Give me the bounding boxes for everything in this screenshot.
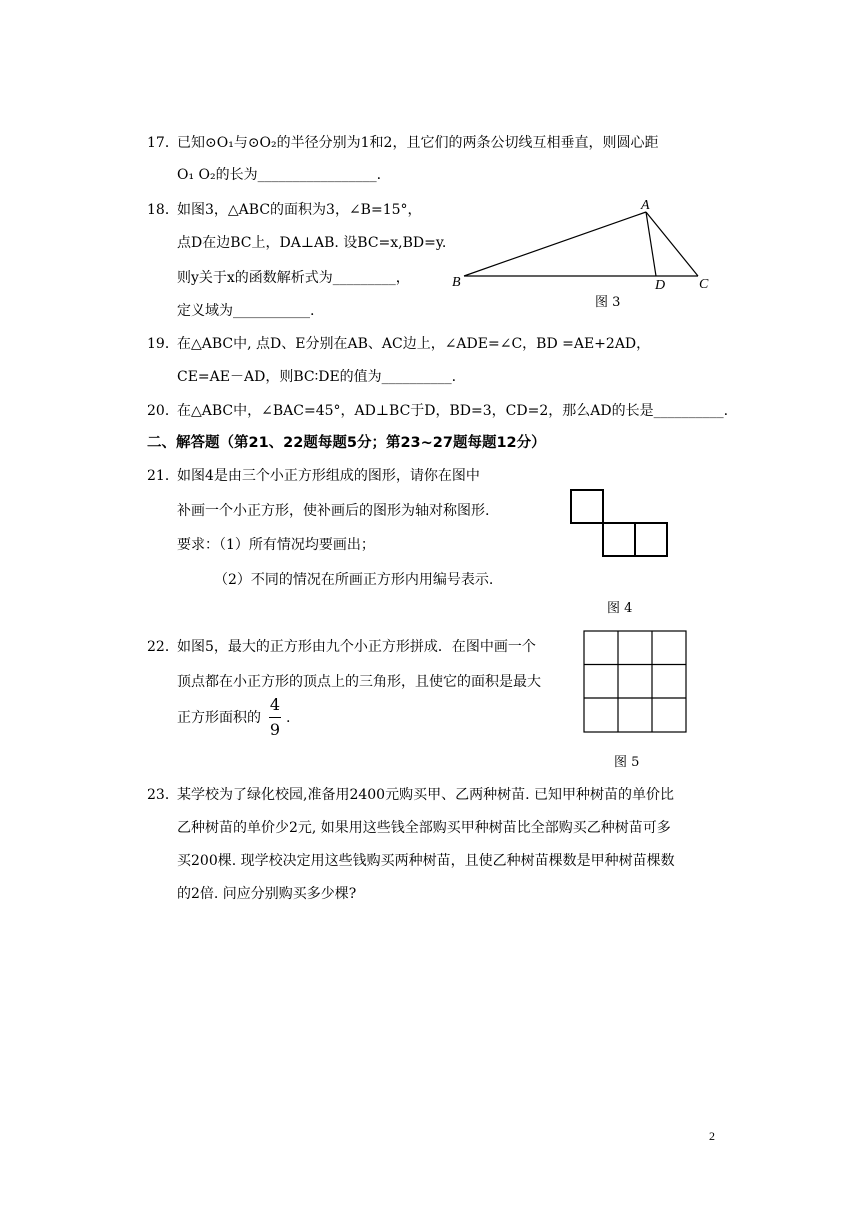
q21-line4: （2）不同的情况在所画正方形内用编号表示.: [214, 572, 494, 588]
q22-line2: 顶点都在小正方形的顶点上的三角形，且使它的面积是最大: [177, 674, 541, 690]
q17-number: 17．: [147, 135, 179, 151]
vertex-label-a: A: [641, 198, 650, 213]
q23-line4: 的2倍. 问应分别购买多少棵?: [177, 886, 357, 902]
q21-number: 21．: [147, 468, 179, 484]
figure-3-caption: 图 3: [595, 295, 621, 310]
page-number: 2: [709, 1129, 715, 1143]
q19-line1: 在△ABC中, 点D、E分别在AB、AC边上，∠ADE=∠C，BD =AE+2AD，: [177, 336, 651, 352]
q22-line3-suffix: .: [286, 710, 291, 726]
q19-line2: CE=AE－AD，则BC∶DE的值为__________.: [177, 369, 457, 385]
q17-line1: 已知⊙O₁与⊙O₂的半径分别为1和2，且它们的两条公切线互相垂直，则圆心距: [177, 135, 659, 151]
fraction-numerator: 4: [269, 695, 281, 714]
figure-4-squares: [568, 488, 674, 560]
vertex-label-d: D: [655, 278, 666, 293]
q18-line1: 如图3，△ABC的面积为3，∠B=15°，: [177, 202, 422, 218]
q21-line1: 如图4是由三个小正方形组成的图形，请你在图中: [177, 468, 480, 484]
fraction-bar: [269, 717, 281, 718]
vertex-label-b: B: [452, 275, 461, 290]
q22-line3-prefix: 正方形面积的: [177, 710, 261, 726]
q23-number: 23．: [147, 787, 179, 803]
q18-line3: 则y关于x的函数解析式为_________，: [177, 270, 410, 286]
q23-line2: 乙种树苗的单价少2元, 如果用这些钱全部购买甲种树苗比全部购买乙种树苗可多: [177, 820, 671, 836]
q23-line1: 某学校为了绿化校园,准备用2400元购买甲、乙两种树苗. 已知甲种树苗的单价比: [177, 787, 674, 803]
q20-number: 20．: [147, 403, 179, 419]
figure-3-triangle: [448, 196, 718, 296]
q21-line3: 要求：（1）所有情况均要画出；: [177, 537, 375, 553]
q21-line2: 补画一个小正方形，使补画后的图形为轴对称图形.: [177, 503, 490, 519]
section-heading: 二、解答题（第21、22题每题5分；第23~27题每题12分）: [147, 435, 546, 451]
q23-line3: 买200棵. 现学校决定用这些钱购买两种树苗，且使乙种树苗棵数是甲种树苗棵数: [177, 853, 675, 869]
q18-line2: 点D在边BC上，DA⊥AB. 设BC=x,BD=y.: [177, 235, 447, 251]
q22-number: 22．: [147, 639, 179, 655]
q20-line1: 在△ABC中，∠BAC=45°，AD⊥BC于D，BD=3，CD=2，那么AD的长是__________.: [177, 403, 729, 419]
q18-number: 18．: [147, 202, 179, 218]
vertex-label-c: C: [699, 277, 709, 292]
q19-number: 19．: [147, 336, 179, 352]
figure-5-caption: 图 5: [614, 755, 640, 770]
fraction-denominator: 9: [269, 720, 281, 739]
figure-4-caption: 图 4: [607, 601, 633, 616]
figure-5-grid: [582, 629, 690, 735]
q18-line4: 定义域为___________.: [177, 303, 315, 319]
q17-line2: O₁ O₂的长为_________________.: [177, 167, 382, 183]
q22-line1: 如图5，最大的正方形由九个小正方形拼成．在图中画一个: [177, 639, 536, 655]
